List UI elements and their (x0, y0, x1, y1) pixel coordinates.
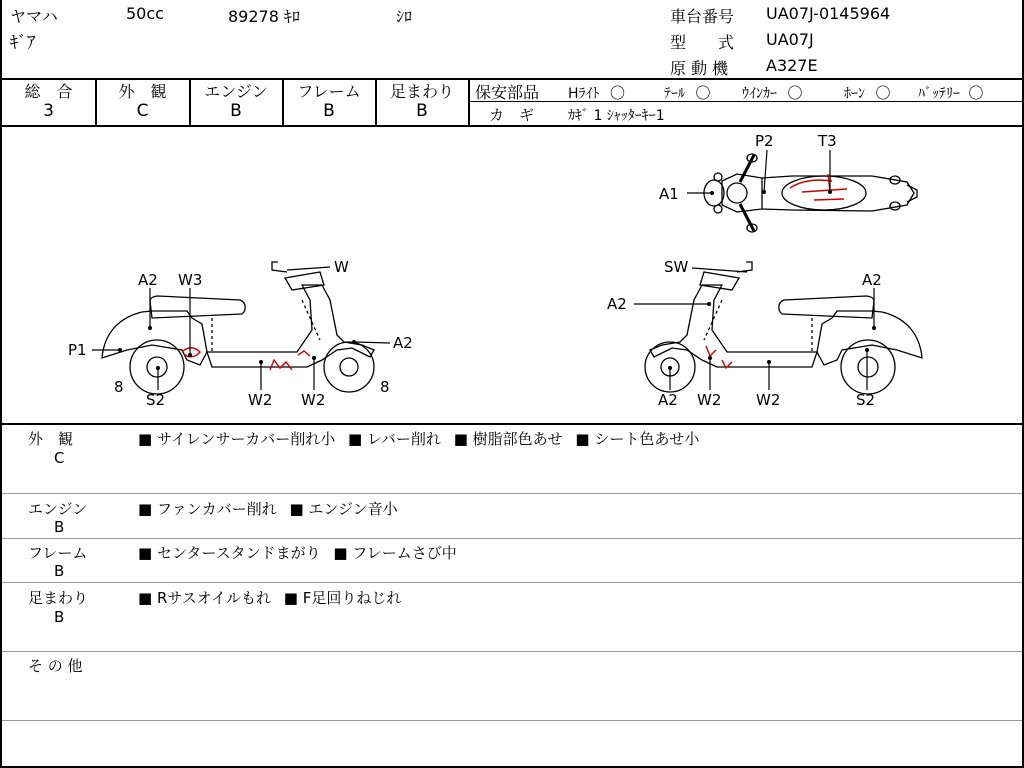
label-left-w2-b: W2 (301, 391, 326, 409)
label-left-w: W (334, 258, 349, 276)
key-label: カ ギ (489, 106, 535, 124)
label-t3: T3 (818, 132, 837, 150)
section-grade-appearance: C (54, 449, 65, 467)
grade-value-overall: 3 (43, 101, 54, 121)
section-grade-suspension: B (54, 608, 65, 626)
label-left-a2-front: A2 (393, 334, 413, 352)
scooter-diagram (2, 127, 1022, 423)
top-view-scooter (704, 154, 917, 232)
label-right-w2-b: W2 (756, 391, 781, 409)
grade-value-suspension: B (416, 101, 428, 121)
section-label-engine: エンジン (28, 500, 88, 518)
status-mark: 〇 (787, 84, 803, 102)
label-left-8-rear: 8 (114, 378, 124, 396)
section-notes-frame (138, 542, 457, 563)
engine-label: 原 動 機 (670, 59, 729, 78)
grade-label-appearance: 外 観 (118, 82, 167, 101)
model-name: ｷﾞｱ (10, 33, 36, 53)
safety-item-battery (918, 82, 983, 103)
section-label-frame: フレーム (28, 544, 88, 562)
key-value: ｶｷﾞ 1 ｼｬｯﾀｰｷｰ1 (568, 108, 665, 124)
leader-lines (92, 150, 874, 390)
divider (2, 720, 1022, 721)
frame-label: 車台番号 (670, 7, 735, 26)
section-notes-suspension (138, 587, 401, 608)
note-item: ■ シート色あせ小 (575, 430, 700, 448)
label-right-a2-front: A2 (607, 295, 627, 313)
grade-label-overall: 総 合 (24, 82, 73, 101)
label-a1: A1 (659, 185, 679, 203)
scooter-drawings (102, 154, 922, 394)
engine-value: A327E (766, 56, 818, 75)
divider (468, 78, 470, 126)
safety-label: 保安部品 (475, 83, 540, 102)
section-notes-appearance (138, 428, 699, 449)
section-label-appearance: 外 観 (28, 430, 74, 448)
note-item: ■ エンジン音小 (289, 500, 398, 518)
color: ｼﾛ (396, 7, 413, 26)
label-left-s2: S2 (146, 391, 166, 409)
label-left-p1: P1 (68, 341, 87, 359)
type-label: 型 式 (670, 33, 735, 52)
safety-item-tail (664, 82, 710, 103)
mileage: 89278 ｷﾛ (228, 7, 300, 26)
note-item: ■ サイレンサーカバー削れ小 (138, 430, 336, 448)
grade-label-frame: フレーム (297, 82, 361, 101)
safety-item-name: Hﾗｲﾄ (568, 86, 600, 102)
safety-item-name: ｳｲﾝｶｰ (742, 86, 777, 102)
safety-item-horn (844, 82, 890, 103)
leader-dots (118, 190, 876, 370)
label-right-w2-a: W2 (697, 391, 722, 409)
divider (2, 423, 1022, 425)
section-notes-engine (138, 498, 398, 519)
label-left-w3: W3 (178, 271, 203, 289)
note-item: ■ Rサスオイルもれ (138, 589, 272, 607)
label-left-a2-seat: A2 (138, 271, 158, 289)
grade-label-suspension: 足まわり (389, 82, 454, 101)
divider (2, 493, 1022, 494)
label-right-s2: S2 (856, 391, 876, 409)
grade-value-engine: B (230, 101, 242, 121)
section-grade-engine: B (54, 518, 65, 536)
type-value: UA07J (766, 30, 814, 49)
frame-value: UA07J-0145964 (766, 4, 891, 23)
status-mark: 〇 (968, 84, 984, 102)
status-mark: 〇 (875, 84, 891, 102)
note-item: ■ センタースタンドまがり (138, 544, 321, 562)
note-item: ■ フレームさび中 (333, 544, 457, 562)
note-item: ■ ファンカバー削れ (138, 500, 277, 518)
section-grade-frame: B (54, 562, 65, 580)
divider (2, 582, 1022, 583)
section-label-other: そ の 他 (28, 657, 83, 675)
divider (2, 651, 1022, 652)
status-mark: 〇 (695, 84, 711, 102)
label-p2: P2 (755, 132, 774, 150)
label-left-8-front: 8 (380, 378, 390, 396)
grade-value-frame: B (323, 101, 335, 121)
note-item: ■ F足回りねじれ (283, 589, 402, 607)
label-right-sw: SW (664, 258, 689, 276)
safety-item-headlight (568, 82, 625, 103)
note-item: ■ レバー削れ (348, 430, 441, 448)
safety-item-name: ﾃｰﾙ (664, 86, 685, 102)
label-right-a2-wheel: A2 (658, 391, 678, 409)
damage-marks (182, 174, 847, 370)
status-mark: 〇 (609, 84, 625, 102)
divider (2, 538, 1022, 539)
label-right-a2-seat: A2 (862, 271, 882, 289)
label-left-w2-a: W2 (248, 391, 273, 409)
grade-label-engine: エンジン (204, 82, 268, 101)
safety-item-winker (742, 82, 802, 103)
displacement: 50cc (126, 4, 164, 23)
grade-value-appearance: C (136, 101, 149, 121)
safety-item-name: ﾊﾞｯﾃﾘｰ (918, 86, 960, 102)
safety-item-name: ﾎｰﾝ (844, 86, 865, 102)
section-label-suspension: 足まわり (28, 589, 89, 607)
note-item: ■ 樹脂部色あせ (453, 430, 563, 448)
maker: ヤマハ (10, 7, 58, 26)
